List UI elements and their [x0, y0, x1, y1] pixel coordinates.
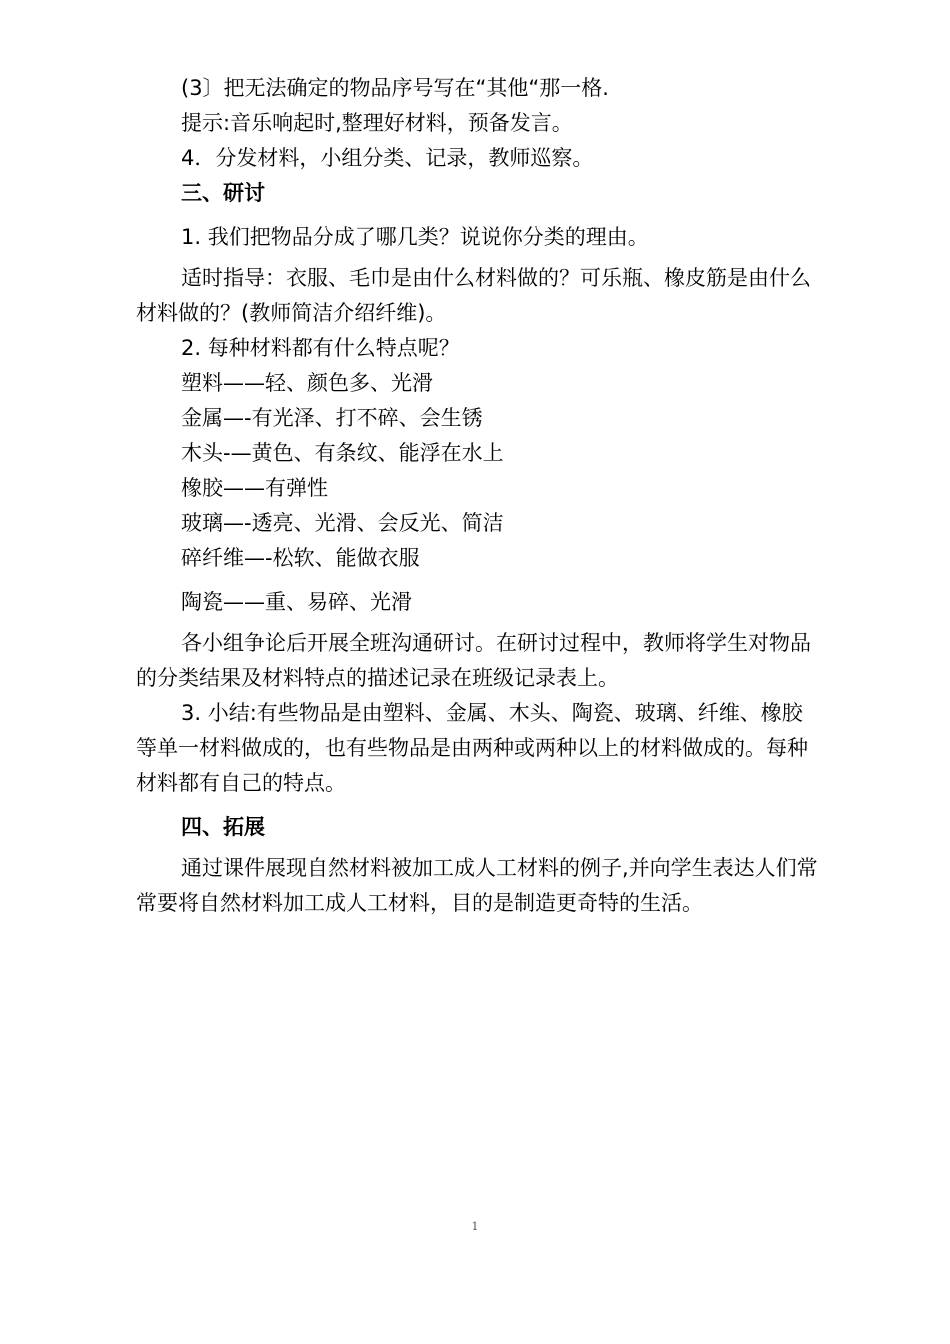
material-ceramic-line: 陶瓷——重、易碎、光滑 [181, 590, 412, 614]
material-metal-line: 金属—-有光泽、打不碎、会生锈 [181, 406, 483, 430]
extension-line-2: 常要将自然材料加工成人工材料，目的是制造更奇特的生活。 [136, 891, 703, 915]
discussion-line-2: 的分类结果及材料特点的描述记录在班级记录表上。 [136, 666, 619, 690]
question-2-line: 2. 每种材料都有什么特点呢？ [181, 336, 460, 360]
material-fiber-line: 碎纤维—-松软、能做衣服 [181, 546, 420, 570]
extension-line-1: 通过课件展现自然材料被加工成人工材料的例子,并向学生表达人们常 [181, 856, 818, 880]
page-number: 1 [471, 1220, 479, 1233]
material-wood-line: 木头-—黄色、有条纹、能浮在水上 [181, 441, 504, 465]
summary-line-3: 材料都有自己的特点。 [136, 771, 346, 795]
material-glass-line: 玻璃—-透亮、光滑、会反光、简洁 [181, 511, 504, 535]
hint-line: 提示:音乐响起时,整理好材料，预备发言。 [181, 111, 573, 135]
material-rubber-line: 橡胶——有弹性 [181, 476, 328, 500]
summary-line-2: 等单一材料做成的，也有些物品是由两种或两种以上的材料做成的。每种 [136, 736, 808, 760]
section-heading-discussion: 三、研讨 [181, 181, 265, 205]
step-3-line: (3〕把无法确定的物品序号写在“其他“那一格. [181, 76, 609, 100]
guidance-line-1: 适时指导：衣服、毛巾是由什么材料做的？可乐瓶、橡皮筋是由什么 [181, 266, 811, 290]
summary-line-1: 3. 小结:有些物品是由塑料、金属、木头、陶瓷、玻璃、纤维、橡胶 [181, 701, 803, 725]
question-1-line: 1. 我们把物品分成了哪几类？说说你分类的理由。 [181, 225, 649, 249]
discussion-line-1: 各小组争论后开展全班沟通研讨。在研讨过程中，教师将学生对物品 [181, 631, 811, 655]
material-plastic-line: 塑料——轻、颜色多、光滑 [181, 371, 433, 395]
section-heading-extension: 四、拓展 [181, 815, 265, 839]
step-4-line: 4．分发材料，小组分类、记录，教师巡察。 [181, 146, 594, 170]
guidance-line-2: 材料做的？(教师简洁介绍纤维)。 [136, 301, 447, 325]
